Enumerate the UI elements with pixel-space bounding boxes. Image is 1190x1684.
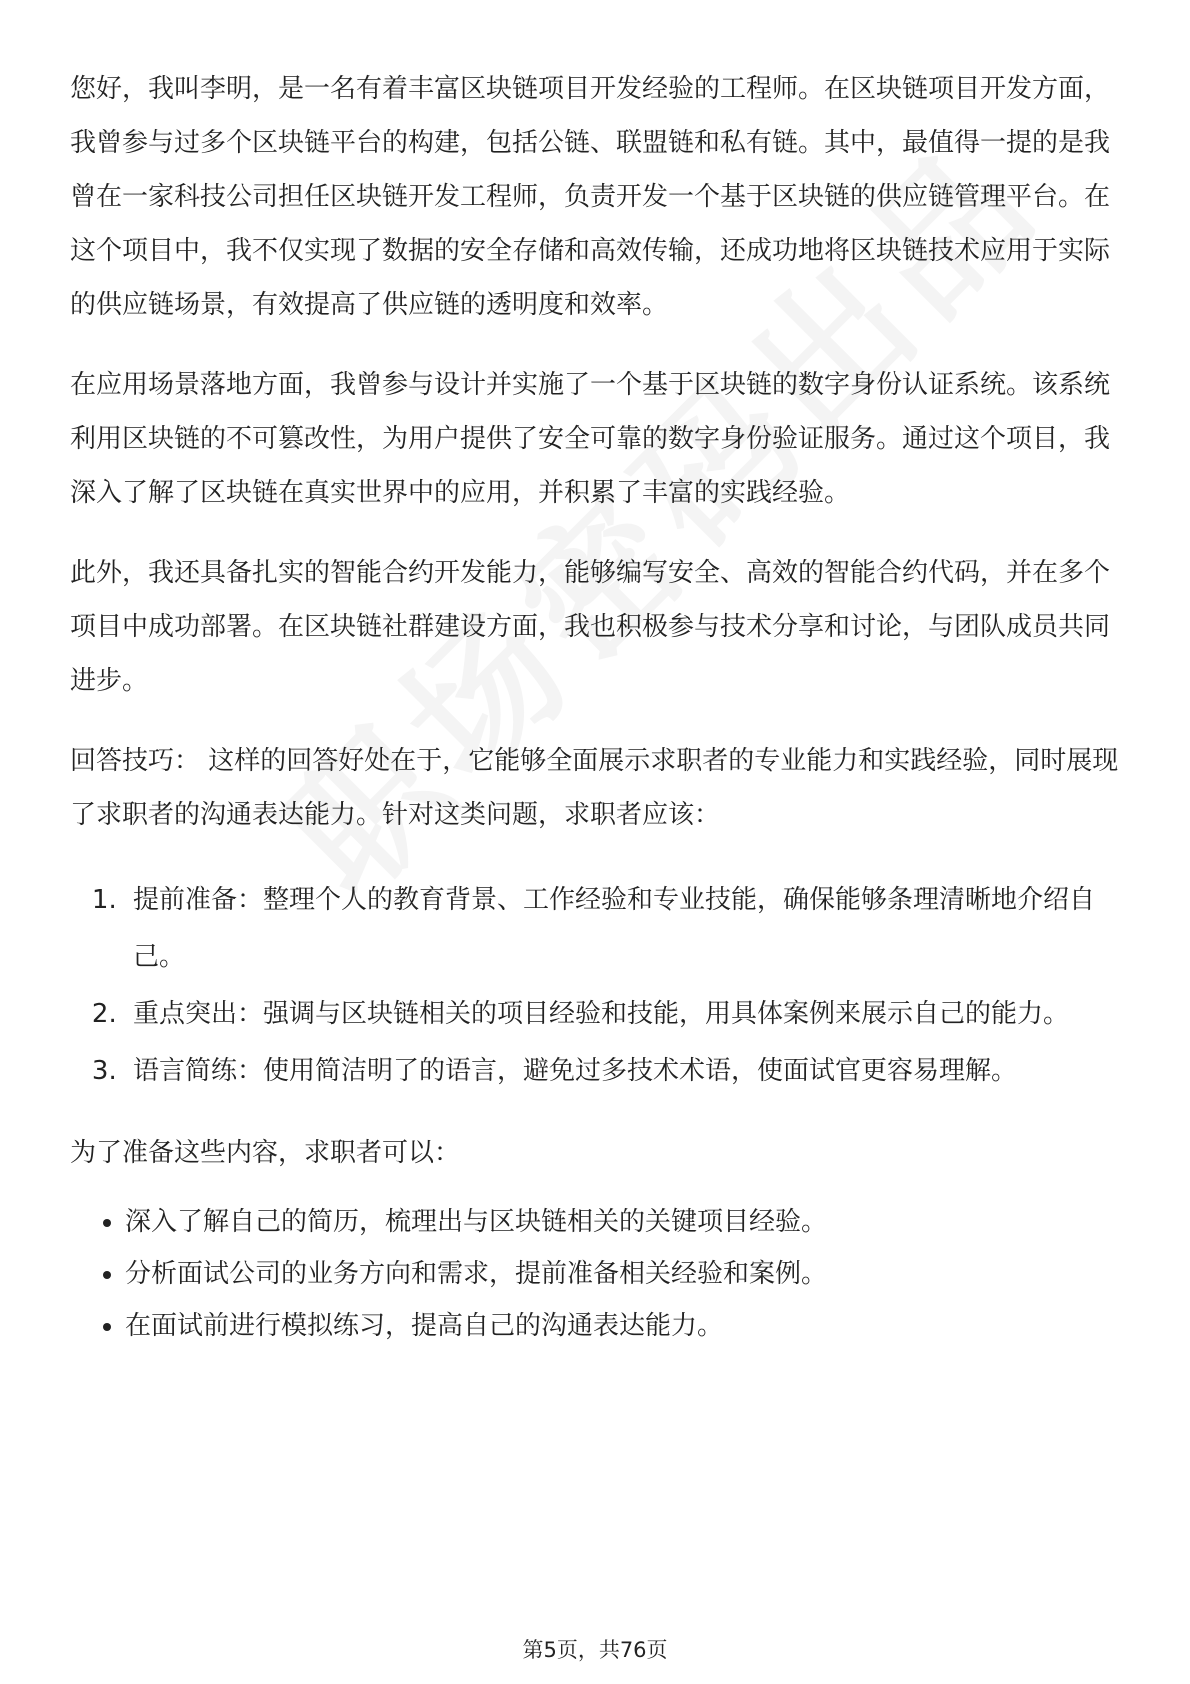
- prep-bullet-list: [70, 1196, 1120, 1352]
- list-item: • 在面试前进行模拟练习，提高自己的沟通表达能力。: [125, 1300, 1120, 1352]
- answer-paragraph-3: 此外，我还具备扎实的智能合约开发能力，能够编写安全、高效的智能合约代码，并在多个项目中成功部署。在区块链社群建设方面，我也积极参与技术分享和讨论，与团队成员共同进步。: [70, 558, 1111, 696]
- answer-paragraph-1: 您好，我叫李明，是一名有着丰富区块链项目开发经验的工程师。在区块链项目开发方面，我曾参与过多个区块链平台的构建，包括公链、联盟链和私有链。其中，最值得一提的是我曾在一家科技公司担任区块链开发工程师，负责开发一个基于区块链的供应链管理平台。在这个项目中，我不仅实现了数据的安全存储和高效传输，还成功地将区块链技术应用于实际的供应链场景，有效提高了供应链的透明度和效率。: [70, 74, 1111, 320]
- tips-numbered-list: [70, 872, 1120, 1100]
- page-content: [70, 62, 1120, 1352]
- list-item: • 深入了解自己的简历，梳理出与区块链相关的关键项目经验。: [125, 1196, 1120, 1248]
- prep-intro: 为了准备这些内容，求职者可以：: [70, 1138, 461, 1168]
- page-number-footer: 第5页，共76页: [522, 1638, 668, 1662]
- list-item: 1. 提前准备：整理个人的教育背景、工作经验和专业技能，确保能够条理清晰地介绍自己。: [125, 872, 1120, 986]
- answer-tips-paragraph: 回答技巧： 这样的回答好处在于，它能够全面展示求职者的专业能力和实践经验，同时展现了求职者的沟通表达能力。针对这类问题，求职者应该：: [70, 746, 1119, 830]
- list-item: 3. 语言简练：使用简洁明了的语言，避免过多技术术语，使面试官更容易理解。: [125, 1043, 1120, 1100]
- list-item: 2. 重点突出：强调与区块链相关的项目经验和技能，用具体案例来展示自己的能力。: [125, 986, 1120, 1043]
- answer-paragraph-2: 在应用场景落地方面，我曾参与设计并实施了一个基于区块链的数字身份认证系统。该系统利用区块链的不可篡改性，为用户提供了安全可靠的数字身份验证服务。通过这个项目，我深入了解了区块链在真实世界中的应用，并积累了丰富的实践经验。: [70, 370, 1111, 508]
- list-item: • 分析面试公司的业务方向和需求，提前准备相关经验和案例。: [125, 1248, 1120, 1300]
